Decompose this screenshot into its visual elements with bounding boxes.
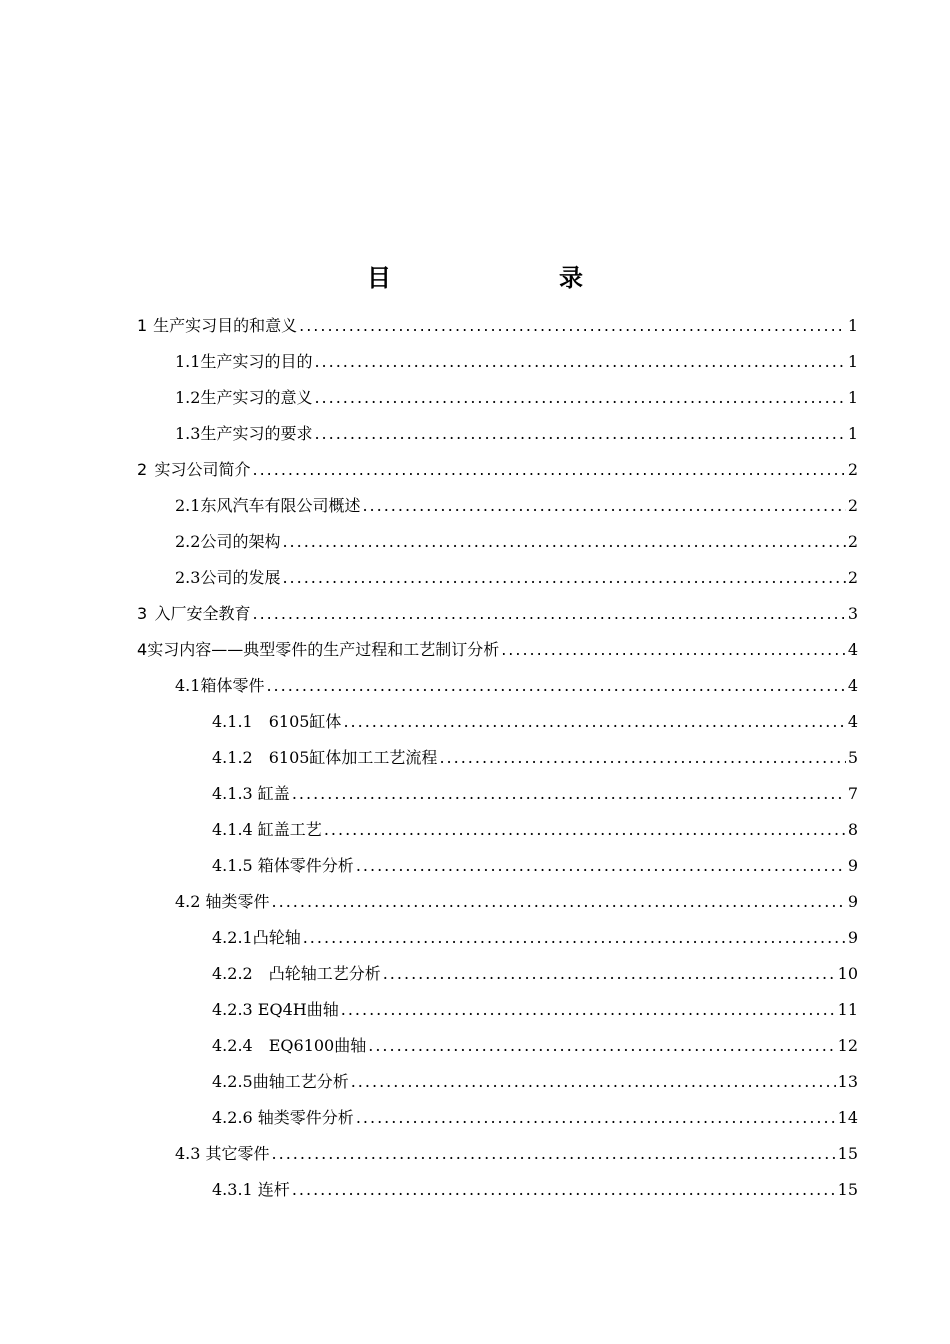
toc-entry-label: 实习公司简介 bbox=[154, 460, 251, 479]
toc-entry-label: 4.1.1 6105缸体 bbox=[212, 712, 342, 731]
toc-leader-dots bbox=[292, 1172, 836, 1208]
toc-leader-dots bbox=[343, 704, 845, 740]
toc-entry-page: 3 bbox=[847, 604, 858, 623]
toc-entry-label: 实习内容——典型零件的生产过程和工艺制订分析 bbox=[147, 640, 500, 659]
toc-leader-dots bbox=[314, 344, 845, 380]
toc-entry-2-3[interactable] bbox=[175, 560, 858, 596]
toc-entry-page: 13 bbox=[837, 1072, 858, 1091]
toc-entry-4-1-2[interactable] bbox=[212, 740, 858, 776]
toc-entry-4-1-3[interactable] bbox=[212, 776, 858, 812]
toc-leader-dots bbox=[356, 1100, 836, 1136]
toc-leader-dots bbox=[368, 1028, 835, 1064]
toc-leader-dots bbox=[266, 668, 845, 704]
toc-leader-dots bbox=[341, 992, 836, 1028]
toc-entry-label: 4.1.3 缸盖 bbox=[212, 784, 290, 803]
toc-entry-3[interactable] bbox=[137, 596, 858, 632]
toc-entry-4-1-5[interactable] bbox=[212, 848, 858, 884]
toc-entry-label: 4.2.1凸轮轴 bbox=[212, 928, 301, 947]
toc-entry-label: 1.1生产实习的目的 bbox=[175, 352, 313, 371]
toc-entry-page: 9 bbox=[847, 892, 858, 911]
toc-entry-page: 9 bbox=[847, 928, 858, 947]
toc-entry-label: 4.2.3 EQ4H曲轴 bbox=[212, 1000, 339, 1019]
toc-leader-dots bbox=[292, 776, 846, 812]
toc-entry-page: 7 bbox=[847, 784, 858, 803]
toc-leader-dots bbox=[299, 308, 846, 344]
toc-entry-page: 15 bbox=[837, 1180, 858, 1199]
toc-entry-4-2[interactable] bbox=[175, 884, 858, 920]
toc-entry-4-3-1[interactable] bbox=[212, 1172, 858, 1208]
toc-entry-page: 4 bbox=[847, 676, 858, 695]
toc-entry-4-2-4[interactable] bbox=[212, 1028, 858, 1064]
toc-entry-label: 2.2公司的架构 bbox=[175, 532, 281, 551]
toc-entry-number: 2 bbox=[137, 460, 148, 479]
toc-entry-1[interactable] bbox=[137, 308, 858, 344]
toc-leader-dots bbox=[501, 632, 846, 668]
toc-entry-4-3[interactable] bbox=[175, 1136, 858, 1172]
toc-entry-1-2[interactable] bbox=[175, 380, 858, 416]
toc-leader-dots bbox=[253, 596, 846, 632]
toc-leader-dots bbox=[314, 380, 845, 416]
toc-entry-label: 生产实习目的和意义 bbox=[153, 316, 298, 335]
toc-entry-page: 8 bbox=[847, 820, 858, 839]
toc-entry-1-1[interactable] bbox=[175, 344, 858, 380]
toc-entry-label: 4.1.2 6105缸体加工工艺流程 bbox=[212, 748, 438, 767]
toc-leader-dots bbox=[351, 1064, 836, 1100]
toc-entry-page: 4 bbox=[847, 640, 858, 659]
toc-entry-label: 1.3生产实习的要求 bbox=[175, 424, 313, 443]
toc-entry-4-1-4[interactable] bbox=[212, 812, 858, 848]
toc-entry-label: 4.2.2 凸轮轴工艺分析 bbox=[212, 964, 381, 983]
toc-entry-page: 1 bbox=[847, 316, 858, 335]
toc-entry-4-2-3[interactable] bbox=[212, 992, 858, 1028]
toc-leader-dots bbox=[383, 956, 836, 992]
toc-entry-label: 1.2生产实习的意义 bbox=[175, 388, 313, 407]
toc-entry-page: 11 bbox=[837, 1000, 858, 1019]
toc-entry-label: 4.1.5 箱体零件分析 bbox=[212, 856, 354, 875]
toc-entry-label: 4.2 轴类零件 bbox=[175, 892, 270, 911]
toc-entry-label: 4.2.6 轴类零件分析 bbox=[212, 1108, 354, 1127]
toc-entry-page: 9 bbox=[847, 856, 858, 875]
toc-entry-1-3[interactable] bbox=[175, 416, 858, 452]
toc-entry-4-1-1[interactable] bbox=[212, 704, 858, 740]
toc-leader-dots bbox=[272, 1136, 836, 1172]
toc-title: 目 录 bbox=[367, 264, 623, 292]
toc-entry-page: 2 bbox=[847, 568, 858, 587]
toc-entry-label: 入厂安全教育 bbox=[154, 604, 251, 623]
toc-entry-4-2-1[interactable] bbox=[212, 920, 858, 956]
toc-entry-page: 1 bbox=[847, 352, 858, 371]
toc-entry-4-2-2[interactable] bbox=[212, 956, 858, 992]
toc-entry-label: 4.1.4 缸盖工艺 bbox=[212, 820, 322, 839]
toc-entry-label: 2.1东风汽车有限公司概述 bbox=[175, 496, 361, 515]
toc-entry-4[interactable] bbox=[137, 632, 858, 668]
toc-entry-label: 4.1箱体零件 bbox=[175, 676, 265, 695]
toc-leader-dots bbox=[303, 920, 846, 956]
toc-entry-page: 1 bbox=[847, 424, 858, 443]
toc-entry-number: 3 bbox=[137, 604, 148, 623]
toc-leader-dots bbox=[253, 452, 846, 488]
toc-leader-dots bbox=[282, 524, 845, 560]
toc-leader-dots bbox=[314, 416, 845, 452]
toc-entry-label: 4.3 其它零件 bbox=[175, 1144, 270, 1163]
toc-entry-4-1[interactable] bbox=[175, 668, 858, 704]
toc-entry-2-2[interactable] bbox=[175, 524, 858, 560]
toc-entry-4-2-5[interactable] bbox=[212, 1064, 858, 1100]
toc-entry-label: 4.3.1 连杆 bbox=[212, 1180, 290, 1199]
toc-entry-page: 2 bbox=[847, 496, 858, 515]
toc-leader-dots bbox=[356, 848, 846, 884]
toc-entry-page: 1 bbox=[847, 388, 858, 407]
toc-entry-label: 4.2.5曲轴工艺分析 bbox=[212, 1072, 349, 1091]
toc-entry-label: 2.3公司的发展 bbox=[175, 568, 281, 587]
toc-leader-dots bbox=[272, 884, 846, 920]
toc-entry-page: 10 bbox=[837, 964, 858, 983]
toc-entry-2[interactable] bbox=[137, 452, 858, 488]
toc-entry-page: 2 bbox=[847, 460, 858, 479]
toc-entry-page: 4 bbox=[847, 712, 858, 731]
toc-entry-page: 12 bbox=[837, 1036, 858, 1055]
toc-entry-4-2-6[interactable] bbox=[212, 1100, 858, 1136]
toc-leader-dots bbox=[362, 488, 845, 524]
toc-entry-number: 1 bbox=[137, 316, 148, 335]
toc-entry-2-1[interactable] bbox=[175, 488, 858, 524]
toc-entry-label: 4.2.4 EQ6100曲轴 bbox=[212, 1036, 367, 1055]
toc-leader-dots bbox=[282, 560, 845, 596]
toc-entry-page: 5 bbox=[847, 748, 858, 767]
toc-entry-page: 15 bbox=[837, 1144, 858, 1163]
toc-entry-page: 14 bbox=[837, 1108, 858, 1127]
toc-entry-page: 2 bbox=[847, 532, 858, 551]
toc-leader-dots bbox=[439, 740, 845, 776]
toc-leader-dots bbox=[324, 812, 846, 848]
toc-entry-number: 4 bbox=[137, 640, 148, 659]
